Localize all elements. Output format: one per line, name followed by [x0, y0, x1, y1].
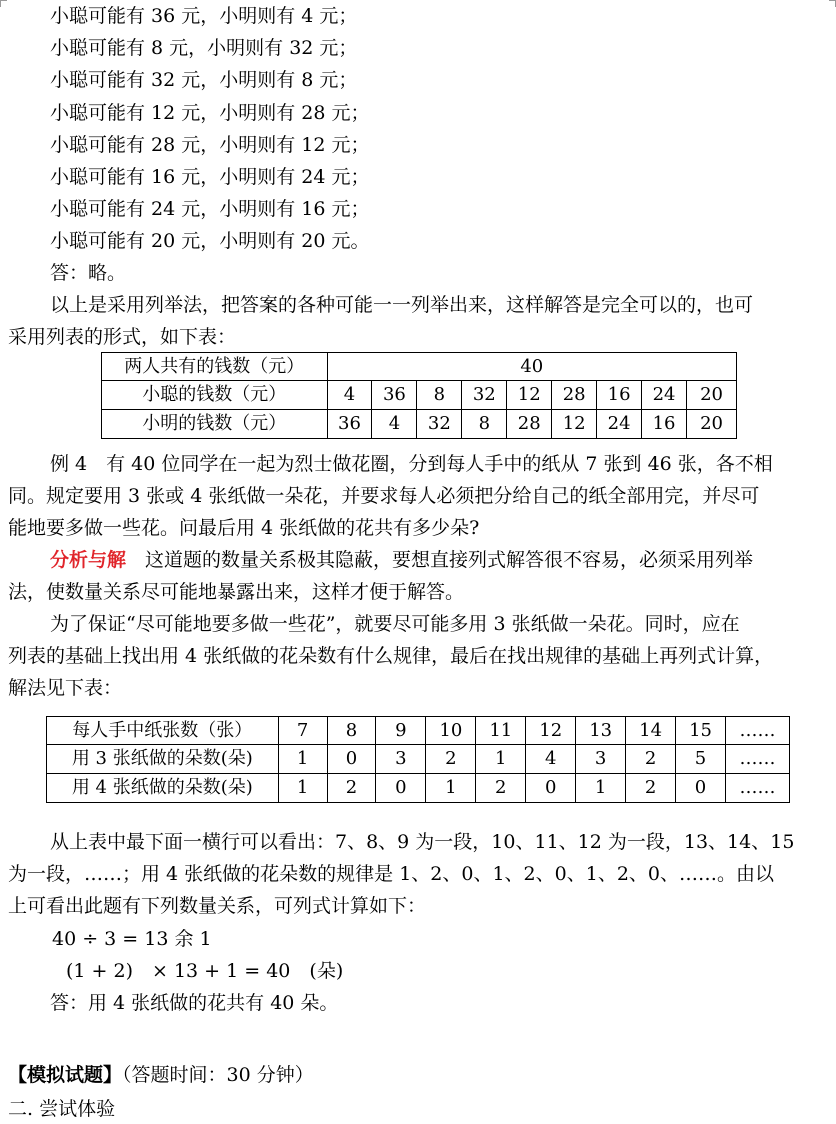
table-cell: 9	[376, 717, 426, 745]
table-row	[102, 353, 737, 381]
calc-line: (1 + 2) × 13 + 1 = 40 (朵)	[66, 960, 344, 982]
table-cell: 3	[376, 745, 426, 774]
analysis-text: 这道题的数量关系极其隐蔽，要想直接列式解答很不容易，必须采用列举	[126, 549, 754, 571]
table-cell: 1	[476, 745, 526, 774]
table-cell: 20	[687, 410, 737, 439]
table-cell: 14	[626, 717, 676, 745]
table-cell: 2	[626, 774, 676, 803]
table-cell: 7	[278, 717, 327, 745]
table-cell: 24	[642, 381, 687, 410]
row-label: 每人手中纸张数（张）	[47, 717, 279, 745]
table-cell: 11	[476, 717, 526, 745]
page-corner-mark-left	[0, 0, 7, 7]
row-label: 用 3 张纸做的朵数(朵)	[47, 745, 279, 774]
table-cell: 4	[526, 745, 576, 774]
table-cell: 12	[552, 410, 597, 439]
table-cell: 0	[376, 774, 426, 803]
table-cell: 16	[597, 381, 642, 410]
table-cell: 28	[552, 381, 597, 410]
table-row	[47, 717, 790, 745]
mock-test-title: 【模拟试题】	[8, 1064, 123, 1086]
analysis-line	[50, 551, 753, 570]
example-line: 同。规定要用 3 张或 4 张纸做一朵花，并要求每人必须把分给自己的纸全部用完，并尽可	[8, 485, 760, 507]
table-cell: 3	[576, 745, 626, 774]
row-label: 小明的钱数（元）	[102, 410, 328, 439]
table-cell: 2	[327, 774, 376, 803]
table-cell: 8	[327, 717, 376, 745]
final-answer: 答：用 4 张纸做的花共有 40 朵。	[50, 992, 339, 1014]
paragraph-line: 以上是采用列举法，把答案的各种可能一一列举出来，这样解答是完全可以的，也可	[50, 294, 754, 316]
table-cell: 2	[426, 745, 476, 774]
case-line: 小聪可能有 16 元，小明则有 24 元；	[50, 166, 370, 188]
table-cell: 12	[526, 717, 576, 745]
table-cell: ……	[725, 774, 789, 803]
table-cell: 0	[526, 774, 576, 803]
analysis-label: 分析与解	[50, 549, 127, 571]
case-line: 小聪可能有 12 元，小明则有 28 元；	[50, 102, 370, 124]
table-cell: 32	[417, 410, 462, 439]
table-cell: 16	[642, 410, 687, 439]
page-corner-mark-right	[829, 0, 836, 7]
table-cell: 2	[626, 745, 676, 774]
table-cell: 36	[372, 381, 417, 410]
table-cell: 5	[676, 745, 726, 774]
case-line: 小聪可能有 36 元，小明则有 4 元；	[50, 5, 358, 27]
table-cell: 8	[417, 381, 462, 410]
case-line: 小聪可能有 24 元，小明则有 16 元；	[50, 198, 370, 220]
table-cell: 20	[687, 381, 737, 410]
answer-omitted: 答：略。	[50, 262, 127, 284]
table-cell: 1	[576, 774, 626, 803]
section-heading: 二. 尝试体验	[8, 1098, 116, 1120]
table-cell: 10	[426, 717, 476, 745]
case-line: 小聪可能有 8 元，小明则有 32 元；	[50, 37, 358, 59]
table-cell: 2	[476, 774, 526, 803]
table-cell: 12	[507, 381, 552, 410]
example-line: 例 4 有 40 位同学在一起为烈士做花圈，分到每人手中的纸从 7 张到 46 张，各不相	[50, 453, 773, 475]
paragraph-line: 上可看出此题有下列数量关系，可列式计算如下：	[8, 895, 427, 917]
calc-line: 40 ÷ 3 = 13 余 1	[52, 928, 212, 950]
table-cell: 28	[507, 410, 552, 439]
table-cell: 4	[327, 381, 372, 410]
table-cell: 13	[576, 717, 626, 745]
table-row	[102, 381, 737, 410]
mock-test-time: （答题时间：30 分钟）	[122, 1064, 314, 1086]
paragraph-line: 列表的基础上找出用 4 张纸做的花朵数有什么规律，最后在找出规律的基础上再列式计算，	[8, 645, 774, 667]
table-cell: 4	[372, 410, 417, 439]
paragraph-line: 解法见下表：	[8, 677, 123, 699]
row-label: 小聪的钱数（元）	[102, 381, 328, 410]
table-cell: 36	[327, 410, 372, 439]
table-cell: 8	[462, 410, 507, 439]
table-cell: ……	[725, 745, 789, 774]
paragraph-line: 采用列表的形式，如下表：	[8, 326, 237, 348]
example-line: 能地要多做一些花。问最后用 4 张纸做的花共有多少朵?	[8, 517, 480, 539]
analysis-line: 法，使数量关系尽可能地暴露出来，这样才便于解答。	[8, 581, 465, 603]
table-row	[102, 410, 737, 439]
paragraph-line: 从上表中最下面一横行可以看出：7、8、9 为一段，10、11、12 为一段，13、14、15	[50, 831, 795, 853]
table-cell: 0	[327, 745, 376, 774]
total-cell: 40	[327, 353, 736, 381]
table-header-cell: 两人共有的钱数（元）	[102, 353, 328, 381]
flower-table	[46, 716, 790, 803]
table-cell: 0	[676, 774, 726, 803]
paragraph-line: 为一段，……；用 4 张纸做的花朵数的规律是 1、2、0、1、2、0、1、2、0、……。由以	[8, 863, 775, 885]
case-line: 小聪可能有 28 元，小明则有 12 元；	[50, 134, 370, 156]
money-table	[101, 352, 737, 439]
mock-test-heading	[8, 1066, 314, 1085]
table-cell: 15	[676, 717, 726, 745]
table-cell: 1	[278, 745, 327, 774]
table-cell: ……	[725, 717, 789, 745]
table-cell: 1	[426, 774, 476, 803]
table-row	[47, 774, 790, 803]
case-line: 小聪可能有 32 元，小明则有 8 元；	[50, 69, 358, 91]
paragraph-line: 为了保证“尽可能地要多做一些花”，就要尽可能多用 3 张纸做一朵花。同时，应在	[50, 613, 740, 635]
table-cell: 1	[278, 774, 327, 803]
table-cell: 24	[597, 410, 642, 439]
case-line: 小聪可能有 20 元，小明则有 20 元。	[50, 230, 370, 252]
table-cell: 32	[462, 381, 507, 410]
table-row	[47, 745, 790, 774]
row-label: 用 4 张纸做的朵数(朵)	[47, 774, 279, 803]
